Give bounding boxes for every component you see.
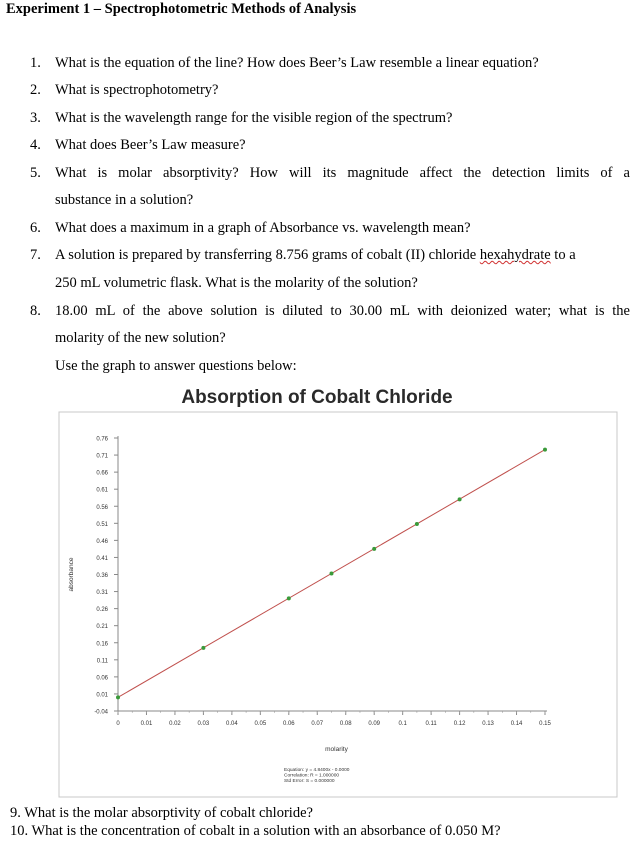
equation-line: Std Error: S = 0.000000 <box>284 779 335 784</box>
x-tick-label: 0 <box>116 721 120 727</box>
x-tick-label: 0.13 <box>482 721 494 727</box>
question-number: 1. <box>30 55 41 71</box>
x-tick-label: 0.14 <box>510 721 523 727</box>
x-tick-label: 0.01 <box>140 721 153 727</box>
y-tick-label: 0.56 <box>96 504 108 511</box>
chart-frame <box>59 412 617 797</box>
spellcheck-word: hexahydrate <box>479 247 551 263</box>
question-text-part: A solution is prepared by transferring 8.756 grams of cobalt (II) chloride <box>55 247 480 263</box>
y-tick-label: 0.41 <box>96 555 108 562</box>
y-tick-label: 0.71 <box>96 453 108 460</box>
question-number: 8. <box>30 303 41 319</box>
x-tick-label: 0.06 <box>282 721 295 727</box>
y-tick-label: 0.06 <box>96 675 108 682</box>
chart-title: Absorption of Cobalt Chloride <box>181 387 453 408</box>
y-tick-label: 0.31 <box>96 590 108 597</box>
question-text-part: to a <box>550 247 576 263</box>
data-point <box>287 596 291 600</box>
equation-line: Equation: y = 4.8400x - 0.0000 <box>284 768 350 773</box>
question-text-continued: substance in a solution? <box>55 192 194 208</box>
document-title: Experiment 1 – Spectrophotometric Methods of Analysis <box>6 1 357 17</box>
question-number: 4. <box>30 137 41 153</box>
question-text: What does Beer’s Law measure? <box>55 137 246 153</box>
x-tick-label: 0.04 <box>226 721 238 727</box>
question-10: 10. What is the concentration of cobalt in a solution with an absorbance of 0.050 M? <box>10 823 501 839</box>
x-tick-label: 0.11 <box>425 721 437 727</box>
x-tick-label: 0.15 <box>539 721 551 727</box>
question-text: What is spectrophotometry? <box>55 82 219 98</box>
question-text: What does a maximum in a graph of Absorbance vs. wavelength mean? <box>55 220 471 236</box>
question-text: 18.00 mL of the above solution is diluted to 30.00 mL with deionized water; what is the <box>55 303 630 319</box>
question-number: 6. <box>30 220 41 236</box>
question-text-continued: 250 mL volumetric flask. What is the molarity of the solution? <box>55 275 418 291</box>
x-tick-label: 0.03 <box>197 721 210 727</box>
x-axis-label: molarity <box>325 746 348 753</box>
x-tick-label: 0.08 <box>339 721 352 727</box>
x-tick-label: 0.05 <box>254 721 267 727</box>
question-number: 5. <box>30 165 41 181</box>
y-tick-label: 0.66 <box>96 470 108 477</box>
y-tick-label: 0.11 <box>96 658 108 665</box>
question-text: What is the equation of the line? How does Beer’s Law resemble a linear equation? <box>55 55 539 71</box>
y-tick-label: -0.04 <box>94 709 108 716</box>
x-tick-label: 0.1 <box>398 721 407 727</box>
y-tick-label: 0.21 <box>96 624 108 631</box>
question-number: 7. <box>30 247 41 263</box>
y-tick-label: 0.61 <box>96 487 108 494</box>
y-tick-label: 0.01 <box>96 692 108 699</box>
y-tick-label: 0.46 <box>96 538 108 545</box>
y-tick-label: 0.26 <box>96 607 108 614</box>
question-text-continued: molarity of the new solution? <box>55 330 226 346</box>
question-text: What is the wavelength range for the visible region of the spectrum? <box>55 110 453 126</box>
data-point <box>330 571 334 575</box>
x-tick-label: 0.02 <box>169 721 181 727</box>
question-number: 2. <box>30 82 41 98</box>
data-point <box>458 497 462 501</box>
question-number: 3. <box>30 110 41 126</box>
y-tick-label: 0.16 <box>96 641 108 648</box>
graph-intro: Use the graph to answer questions below: <box>55 358 297 374</box>
data-point <box>372 547 376 551</box>
data-point <box>116 695 120 699</box>
equation-line: Correlation: R = 1.000000 <box>284 773 340 779</box>
x-tick-label: 0.12 <box>453 721 466 727</box>
y-tick-label: 0.51 <box>96 521 108 528</box>
x-tick-label: 0.09 <box>368 721 381 727</box>
question-text: What is molar absorptivity? How will its magnitude affect the detection limits of a <box>55 165 630 181</box>
y-tick-label: 0.36 <box>96 573 108 579</box>
data-point <box>415 522 419 526</box>
y-axis-label: absorbance <box>68 557 75 592</box>
x-tick-label: 0.07 <box>311 721 324 727</box>
data-point <box>543 448 547 452</box>
question-9: 9. What is the molar absorptivity of cobalt chloride? <box>10 805 313 821</box>
y-tick-label: 0.76 <box>96 436 108 443</box>
data-point <box>201 646 205 650</box>
